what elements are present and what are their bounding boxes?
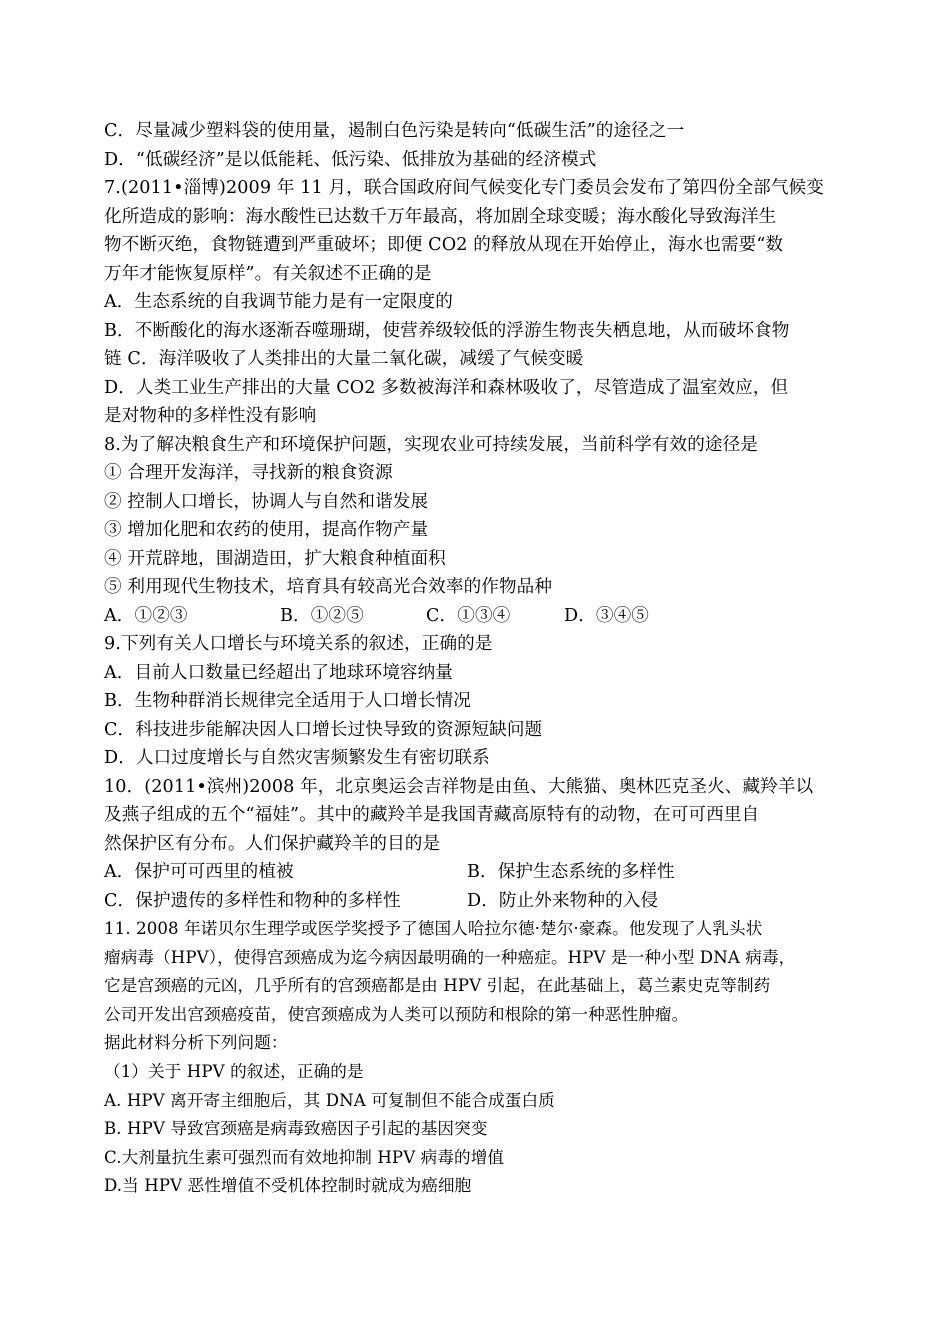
q8-item-1: ① 合理开发海洋，寻找新的粮食资源	[104, 463, 393, 483]
q7-stem-line-4: 万年才能恢复原样”。有关叙述不正确的是	[104, 263, 432, 284]
q11-sub1-stem: （1）关于 HPV 的叙述，正确的是	[104, 1061, 364, 1081]
q7-option-d-line-1: D．人类工业生产排出的大量 CO2 多数被海洋和森林吸收了，尽管造成了温室效应，但	[104, 377, 789, 398]
q7-stem-line-2: 化所造成的影响：海水酸性已达数千万年最高，将加剧全球变暖；海水酸化导致海洋生	[104, 206, 777, 227]
q8-item-4: ④ 开荒辟地，围湖造田，扩大粮食种植面积	[104, 548, 446, 569]
q6-option-d: D．“低碳经济”是以低能耗、低污染、低排放为基础的经济模式	[104, 149, 597, 170]
document-body	[104, 117, 864, 1201]
q9-option-d: D．人口过度增长与自然灾害频繁发生有密切联系	[104, 748, 490, 768]
q11-passage-line-2: 瘤病毒（HPV），使得宫颈癌成为迄今病因最明确的一种癌症。HPV 是一种小型 DNA 病毒，	[104, 947, 796, 967]
q7-stem-line-3: 物不断灭绝，食物链遭到严重破坏；即便 CO2 的释放从现在开始停止，海水也需要“数	[104, 235, 784, 255]
q9-option-a: A．目前人口数量已经超出了地球环境容纳量	[104, 662, 453, 683]
q9-option-b: B．生物种群消长规律完全适用于人口增长情况	[104, 691, 471, 711]
q11-passage-line-3: 它是宫颈癌的元凶，几乎所有的宫颈癌都是由 HPV 引起，在此基础上，葛兰素史克等制药	[104, 976, 771, 996]
q7-option-a: A．生态系统的自我调节能力是有一定限度的	[104, 292, 453, 312]
q8-stem: 8.为了解决粮食生产和环境保护问题，实现农业可持续发展，当前科学有效的途径是	[104, 434, 758, 455]
q10-options-ab	[104, 858, 864, 887]
q11-sub1-option-b: B. HPV 导致宫颈癌是病毒致癌因子引起的基因突变	[104, 1119, 488, 1139]
q7-option-c: 链 C．海洋吸收了人类排出的大量二氧化碳，减缓了气候变暖	[104, 349, 584, 369]
q10-option-d: D．防止外来物种的入侵	[467, 890, 659, 911]
q11-instruction: 据此材料分析下列问题：	[104, 1033, 288, 1053]
q9-stem: 9.下列有关人口增长与环境关系的叙述，正确的是	[104, 634, 493, 654]
q11-passage-line-4: 公司开发出宫颈癌疫苗，使宫颈癌成为人类可以预防和根除的第一种恶性肿瘤。	[104, 1004, 689, 1024]
q10-stem-line-3: 然保护区有分布。人们保护藏羚羊的目的是	[104, 833, 441, 854]
q8-option-b: B．①②⑤	[280, 605, 364, 626]
q8-option-a: A．①②③	[104, 605, 188, 626]
q8-options	[104, 602, 864, 631]
q11-passage-line-1: 11. 2008 年诺贝尔生理学或医学奖授予了德国人哈拉尔德·楚尔·豪森。他发现了人乳头状	[104, 919, 763, 938]
q11-sub1-option-c: C.大剂量抗生素可强烈而有效地抑制 HPV 病毒的增值	[104, 1147, 505, 1167]
q7-stem-line-1: 7.(2011•淄博)2009 年 11 月，联合国政府间气候变化专门委员会发布了第四份全部气候变	[104, 178, 824, 198]
q8-item-5: ⑤ 利用现代生物技术，培育具有较高光合效率的作物品种	[104, 577, 553, 597]
q10-stem-line-1: 10．(2011•滨州)2008 年，北京奥运会吉祥物是由鱼、大熊猫、奥林匹克圣火、藏羚羊以	[104, 776, 814, 797]
q7-option-b: B．不断酸化的海水逐渐吞噬珊瑚，使营养级较低的浮游生物丧失栖息地，从而破坏食物	[104, 320, 790, 341]
q8-item-2: ② 控制人口增长，协调人与自然和谐发展	[104, 491, 429, 512]
q8-option-c: C．①③④	[426, 605, 511, 626]
q6-option-c: C．尽量减少塑料袋的使用量，遏制白色污染是转向“低碳生活”的途径之一	[104, 121, 685, 141]
q8-option-d: D．③④⑤	[564, 605, 649, 626]
q11-sub1-option-a: A. HPV 离开寄主细胞后，其 DNA 可复制但不能合成蛋白质	[104, 1090, 555, 1110]
q10-stem-line-2: 及燕子组成的五个“福娃”。其中的藏羚羊是我国青藏高原特有的动物，在可可西里自	[104, 805, 760, 825]
q10-option-c: C．保护遗传的多样性和物种的多样性	[104, 890, 401, 911]
q11-sub1-option-d: D.当 HPV 恶性增值不受机体控制时就成为癌细胞	[104, 1176, 472, 1196]
q9-option-c: C．科技进步能解决因人口增长过快导致的资源短缺问题	[104, 719, 543, 740]
q10-option-b: B．保护生态系统的多样性	[467, 862, 675, 882]
q7-option-d-line-2: 是对物种的多样性没有影响	[104, 406, 317, 426]
q10-option-a: A．保护可可西里的植被	[104, 862, 294, 882]
q10-options-cd	[104, 887, 864, 916]
q8-item-3: ③ 增加化肥和农药的使用，提高作物产量	[104, 520, 429, 540]
